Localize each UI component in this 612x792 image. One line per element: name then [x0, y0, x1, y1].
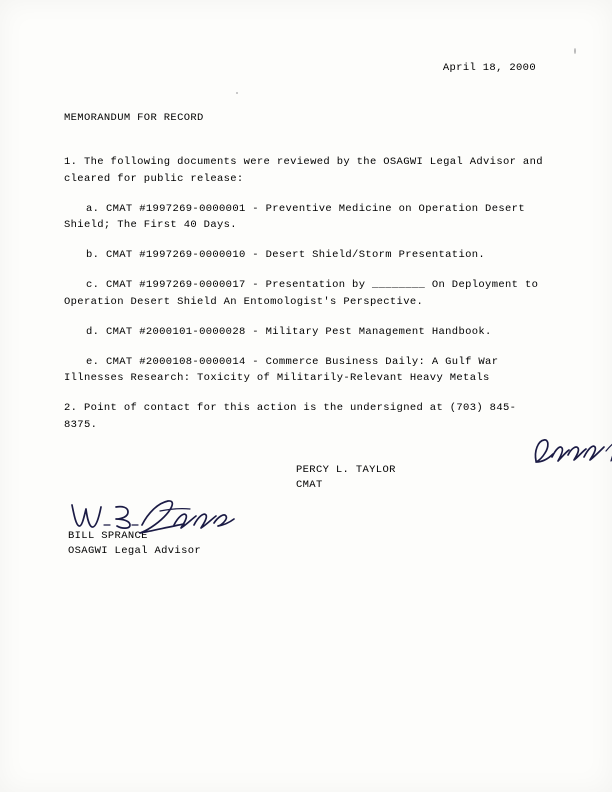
memo-date: April 18, 2000 — [442, 62, 536, 74]
scan-speck — [574, 48, 576, 54]
memo-subject-line: MEMORANDUM FOR RECORD — [64, 112, 204, 125]
memo-body — [64, 60, 548, 559]
paragraph-1: 1. The following documents were reviewed by the OSAGWI Legal Advisor and cleared for public release: — [64, 156, 543, 185]
signature-block-sprance — [68, 529, 548, 559]
signature-name-sprance: BILL SPRANCE — [68, 529, 148, 542]
signature-title-taylor: CMAT — [296, 478, 323, 491]
paragraph-2: 2. Point of contact for this action is the undersigned at (703) 845-8375. — [64, 402, 517, 431]
signature-title-sprance: OSAGWI Legal Advisor — [68, 544, 202, 557]
list-item-a: a. CMAT #1997269-0000001 - Preventive Medicine on Operation Desert Shield; The First 40 Days. — [64, 202, 525, 232]
signature-name-taylor: PERCY L. TAYLOR — [296, 463, 396, 476]
signature-block-taylor — [296, 463, 548, 493]
list-item-d: d. CMAT #2000101-0000028 - Military Pest Management Handbook. — [86, 325, 492, 338]
list-item-b: b. CMAT #1997269-0000010 - Desert Shield/Storm Presentation. — [86, 249, 486, 262]
list-item-c: c. CMAT #1997269-0000017 - Presentation by ________ On Deployment to Operation Desert Shield An Entomologist's Perspective. — [64, 279, 539, 308]
list-item-e: e. CMAT #2000108-0000014 - Commerce Business Daily: A Gulf War Illnesses Research: Toxicity of Militarily-Relevant Heavy Metals — [64, 356, 499, 385]
